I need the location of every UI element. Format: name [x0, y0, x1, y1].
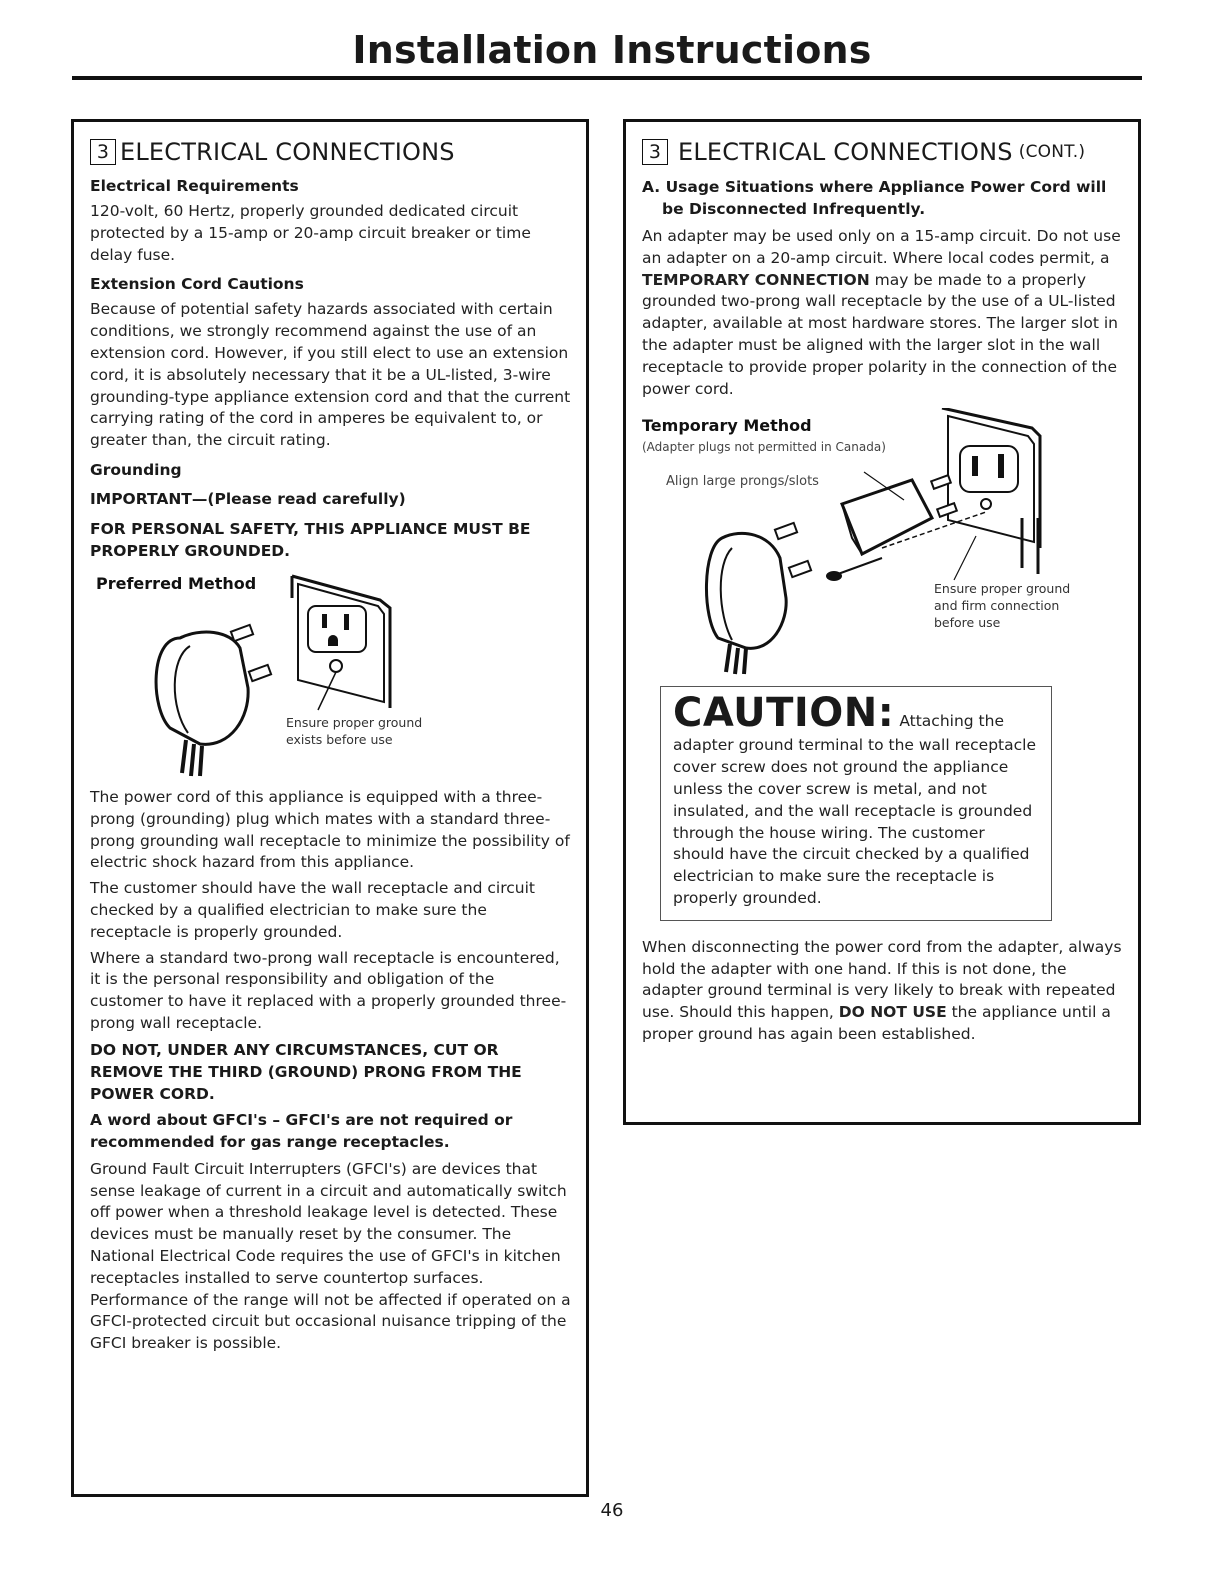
extension-cord-text: Because of potential safety hazards associated with certain conditions, we strongly recommend against the use of an extension cord. However, if you still elect to use an extension cord, it is absolutely necessary that it be a UL-listed, 3-wire grounding-type appliance extension cord and that the current carrying rating of the cord in amperes be equivalent to, or greater than, the circuit rating. — [90, 300, 571, 450]
section-number-box: 3 — [90, 139, 116, 165]
electrical-requirements-text: 120-volt, 60 Hertz, properly grounded dedicated circuit protected by a 15-amp or 20-amp circuit breaker or time delay fuse. — [90, 202, 531, 264]
power-cord-paragraph: The power cord of this appliance is equipped with a three-prong (grounding) plug which mates with a standard three-prong grounding wall receptacle to minimize the possibility of electric shock hazard from this appliance. — [90, 787, 570, 872]
gfci-paragraph: Ground Fault Circuit Interrupters (GFCI's) are devices that sense leakage of current in a circuit and automatically switch off power when a threshold leakage level is detected. These devices must be manually reset by the consumer. The National Electrical Code requires the use of GFCI's in kitchen receptacles installed to serve countertop surfaces. Performance of the range will not be affected if operated on a GFCI-protected circuit but occasional nuisance tripping of the GFCI breaker is possible. — [90, 1159, 571, 1353]
page-title: Installation Instructions — [352, 28, 872, 72]
left-section-heading — [90, 138, 572, 166]
do-not-cut-warning: DO NOT, UNDER ANY CIRCUMSTANCES, CUT OR REMOVE THE THIRD (GROUND) PRONG FROM THE POWER CORD. — [90, 1040, 522, 1103]
adapter-plug-illustration — [642, 408, 1122, 676]
usage-paragraph — [642, 226, 1124, 400]
disconnect-paragraph — [642, 937, 1124, 1046]
page-number: 46 — [600, 1500, 624, 1521]
right-panel — [623, 119, 1141, 1125]
disconnect-text-end: the appliance until a proper ground has again been established. — [642, 1003, 1111, 1043]
three-prong-plug-illustration — [90, 568, 560, 783]
temporary-connection-bold: TEMPORARY CONNECTION — [642, 270, 870, 289]
safety-warning: FOR PERSONAL SAFETY, THIS APPLIANCE MUST BE PROPERLY GROUNDED. — [90, 519, 531, 560]
section-title: ELECTRICAL CONNECTIONS — [120, 138, 455, 166]
left-panel — [71, 119, 589, 1497]
caution-word: CAUTION: — [673, 690, 895, 737]
align-prongs-label: Align large prongs/slots — [666, 474, 819, 490]
section-cont-label: (CONT.) — [1018, 142, 1086, 162]
section-title: ELECTRICAL CONNECTIONS — [678, 138, 1013, 166]
usage-text-start: An adapter may be used only on a 15-amp circuit. Do not use an adapter on a 20-amp circuit. Where local codes permit, a — [642, 227, 1121, 267]
gfci-heading: A word about GFCI's – GFCI's are not required or recommended for gas range receptacles. — [90, 1110, 513, 1151]
preferred-method-label: Preferred Method — [96, 573, 257, 593]
important-note: IMPORTANT—(Please read carefully) — [90, 489, 406, 508]
temporary-method-label: Temporary Method — [642, 416, 812, 436]
ensure-ground-caption: Ensure proper ground exists before use — [286, 714, 423, 747]
right-section-heading — [642, 138, 1124, 166]
section-number-box: 3 — [642, 139, 668, 165]
electrical-requirements-heading: Electrical Requirements — [90, 177, 299, 195]
do-not-use-bold: DO NOT USE — [838, 1003, 947, 1022]
preferred-method-figure — [90, 568, 572, 783]
title-rule — [72, 76, 1142, 80]
canada-note: (Adapter plugs not permitted in Canada) — [642, 440, 886, 455]
customer-check-paragraph: The customer should have the wall receptacle and circuit checked by a qualified electrician to make sure the receptacle is properly grounded. — [90, 879, 535, 941]
usage-text-end: may be made to a properly grounded two-prong wall receptacle by the use of a UL-listed adapter, available at most hardware stores. The larger slot in the adapter must be aligned with the larger slot in the wall receptacle to provide proper polarity in the connection of the power cord. — [642, 270, 1118, 398]
ensure-firm-connection-caption: Ensure proper ground and firm connection before use — [934, 581, 1071, 631]
caution-box — [660, 686, 1052, 920]
grounding-heading: Grounding — [90, 460, 182, 479]
two-prong-paragraph: Where a standard two-prong wall receptacle is encountered, it is the personal responsibility and obligation of the customer to have it replaced with a properly grounded three-prong wall receptacle. — [90, 948, 567, 1032]
extension-cord-heading: Extension Cord Cautions — [90, 275, 304, 294]
usage-situations-heading: A. Usage Situations where Appliance Power Cord will be Disconnected Infrequently. — [642, 178, 1107, 218]
disconnect-text-start: When disconnecting the power cord from the adapter, always hold the adapter with one hand. If this is not done, the adapter ground terminal is very likely to break with repeated use. Should this happen, — [642, 937, 1122, 1022]
caution-text: Attaching the adapter ground terminal to the wall receptacle cover screw does not ground the appliance unless the cover screw is metal, and not insulated, and the wall receptacle is grounded through the house wiring. The customer should have the circuit checked by a qualified electrician to make sure the receptacle is properly grounded. — [673, 712, 1037, 907]
temporary-method-figure — [642, 408, 1124, 676]
